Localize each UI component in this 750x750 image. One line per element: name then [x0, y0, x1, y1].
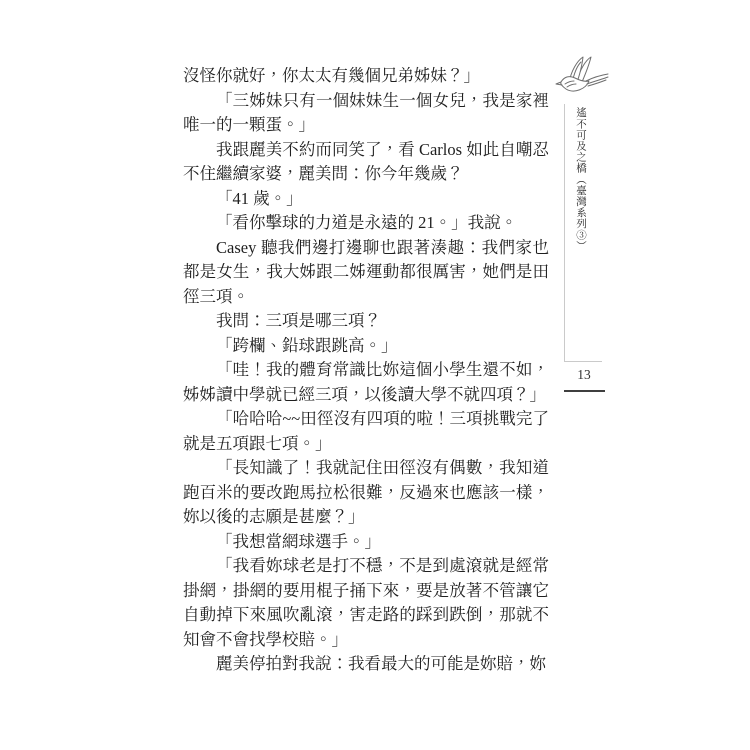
body-text: [183, 64, 549, 677]
paragraph: 「我想當網球選手。」: [216, 531, 381, 551]
paragraph: 沒怪你就好，你太太有幾個兄弟姊妹？」: [183, 66, 480, 85]
paragraph: 「看你擊球的力道是永遠的 21。」我說。: [216, 213, 518, 232]
paragraph: 我跟麗美不約而同笑了，看 Carlos 如此自嘲忍不住繼續家婆，麗美問：你今年幾歲？: [183, 139, 549, 183]
page-number: 13: [577, 367, 591, 382]
paragraph: 「哇！我的體育常識比妳這個小學生還不如，姊姊讀中學就已經三項，以後讀大學不就四項？」: [183, 360, 549, 404]
book-title-vertical: 遙不可及之橋（臺灣系列③）: [575, 107, 586, 252]
paragraph: Casey 聽我們邊打邊聊也跟著湊趣：我們家也都是女生，我大姊跟二姊運動都很厲害，她們是田徑三項。: [183, 237, 549, 306]
sidebar-rule: [564, 104, 602, 362]
paragraph: 麗美停拍對我說：我看最大的可能是妳賠，妳: [216, 654, 546, 673]
flying-bird-icon: [555, 51, 611, 97]
paragraph: 「長知識了！我就記住田徑沒有偶數，我知道跑百米的要改跑馬拉松很難，反過來也應該一樣，妳以後的志願是甚麼？」: [183, 458, 549, 526]
paragraph: 「哈哈哈~~田徑沒有四項的啦！三項挑戰完了就是五項跟七項。」: [183, 409, 549, 453]
paragraph: 我問：三項是哪三項？: [216, 311, 381, 330]
paragraph: 「我看妳球老是打不穩，不是到處滾就是經常掛網，掛網的要用棍子捅下來，要是放著不管讓它自動掉下來風吹亂滾，害走路的踩到跌倒，那就不知會不會找學校賠。」: [183, 556, 549, 649]
paragraph: 「三姊妹只有一個妹妹生一個女兒，我是家裡唯一的一顆蛋。」: [183, 90, 549, 134]
paragraph: 「41 歲。」: [216, 188, 303, 208]
paragraph: 「跨欄、鉛球跟跳高。」: [216, 335, 398, 355]
page-number-rule: [564, 390, 605, 392]
